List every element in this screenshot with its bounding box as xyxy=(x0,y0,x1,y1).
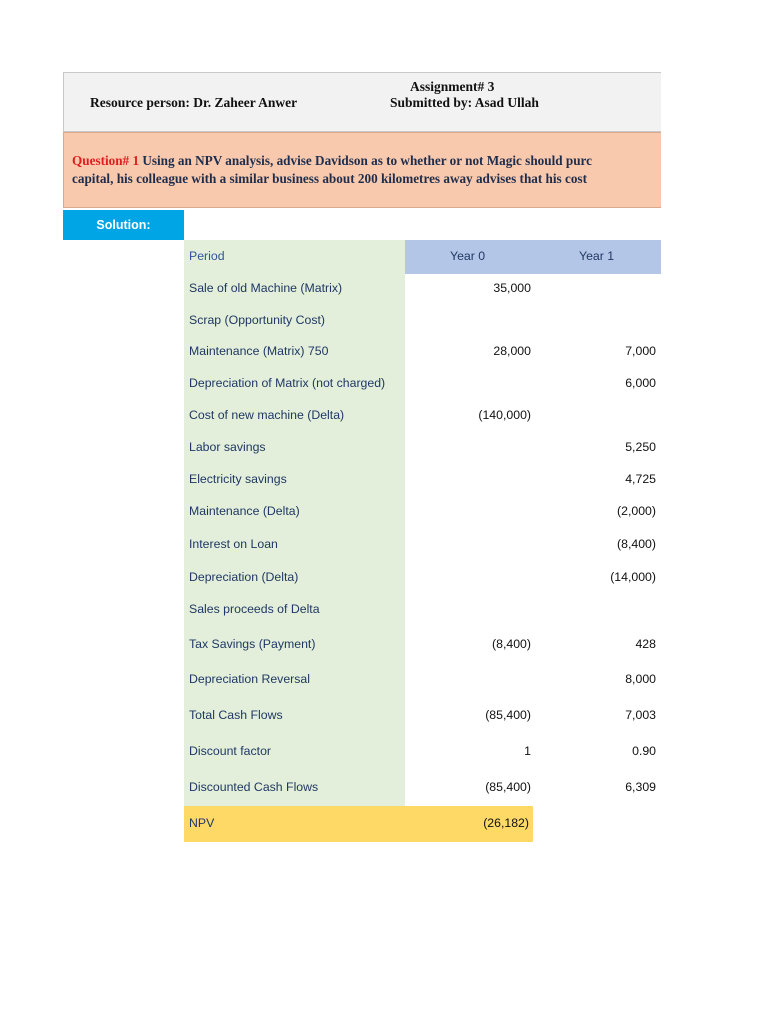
npv-row xyxy=(184,806,533,842)
row-label: Labor savings xyxy=(189,440,266,454)
row-label: Discount factor xyxy=(189,744,272,758)
question-label: Question# 1 xyxy=(72,153,140,168)
year0-value: (8,400) xyxy=(492,637,531,651)
row-label: Depreciation (Delta) xyxy=(189,570,299,584)
year0-value: 1 xyxy=(524,744,531,758)
row-label: Maintenance (Delta) xyxy=(189,504,300,518)
year1-value: 4,725 xyxy=(625,472,656,486)
row-label: Sales proceeds of Delta xyxy=(189,602,320,616)
table-row xyxy=(184,313,661,333)
table-row xyxy=(184,472,661,492)
table-row xyxy=(184,281,661,301)
table-row xyxy=(184,672,661,692)
question-text-1: Using an NPV analysis, advise Davidson as to whether or not Magic should purc xyxy=(139,153,593,168)
table-row xyxy=(184,744,661,764)
row-label: Electricity savings xyxy=(189,472,287,486)
npv-value: (26,182) xyxy=(483,816,529,830)
table-row xyxy=(184,344,661,364)
row-label: Scrap (Opportunity Cost) xyxy=(189,313,325,327)
row-label: Depreciation of Matrix (not charged) xyxy=(189,376,386,390)
table-row xyxy=(184,440,661,460)
period-header: Period xyxy=(189,249,225,263)
year1-value: 5,250 xyxy=(625,440,656,454)
row-label: Total Cash Flows xyxy=(189,708,283,722)
year1-value: 6,000 xyxy=(625,376,656,390)
year0-value: 35,000 xyxy=(493,281,531,295)
year1-value: (8,400) xyxy=(617,537,656,551)
year1-header: Year 1 xyxy=(579,249,615,263)
year0-value: 28,000 xyxy=(493,344,531,358)
table-row xyxy=(184,570,661,590)
year1-value: 428 xyxy=(635,637,656,651)
table-row xyxy=(184,780,661,800)
header-box xyxy=(63,72,661,132)
table-row xyxy=(184,376,661,396)
row-label: Depreciation Reversal xyxy=(189,672,310,686)
table-row xyxy=(184,537,661,557)
year1-value: 6,309 xyxy=(625,780,656,794)
resource-person: Resource person: Dr. Zaheer Anwer xyxy=(90,95,298,110)
question-line-2: capital, his colleague with a similar business about 200 kilometres away advises that his cost xyxy=(72,171,587,186)
year0-value: (85,400) xyxy=(485,708,531,722)
table-row xyxy=(184,708,661,728)
table-row xyxy=(184,408,661,428)
table-row xyxy=(184,602,661,622)
row-label: Sale of old Machine (Matrix) xyxy=(189,281,343,295)
row-label: Maintenance (Matrix) 750 xyxy=(189,344,329,358)
table-row xyxy=(184,504,661,524)
question-box xyxy=(63,132,661,208)
npv-label: NPV xyxy=(189,816,215,830)
row-label: Discounted Cash Flows xyxy=(189,780,319,794)
row-label: Interest on Loan xyxy=(189,537,278,551)
year1-value: 0.90 xyxy=(632,744,656,758)
assignment-title: Assignment# 3 xyxy=(410,79,495,94)
table-row xyxy=(184,637,661,657)
row-label: Cost of new machine (Delta) xyxy=(189,408,345,422)
year1-value: 7,003 xyxy=(625,708,656,722)
year1-value: (2,000) xyxy=(617,504,656,518)
solution-label: Solution: xyxy=(63,210,184,240)
year0-value: (85,400) xyxy=(485,780,531,794)
year1-value: 7,000 xyxy=(625,344,656,358)
question-line-1 xyxy=(72,153,592,169)
year0-value: (140,000) xyxy=(478,408,531,422)
year0-header: Year 0 xyxy=(450,249,486,263)
row-label: Tax Savings (Payment) xyxy=(189,637,316,651)
table-header-row xyxy=(184,249,661,269)
year1-value: 8,000 xyxy=(625,672,656,686)
submitted-by: Submitted by: Asad Ullah xyxy=(390,95,539,110)
year1-value: (14,000) xyxy=(610,570,656,584)
